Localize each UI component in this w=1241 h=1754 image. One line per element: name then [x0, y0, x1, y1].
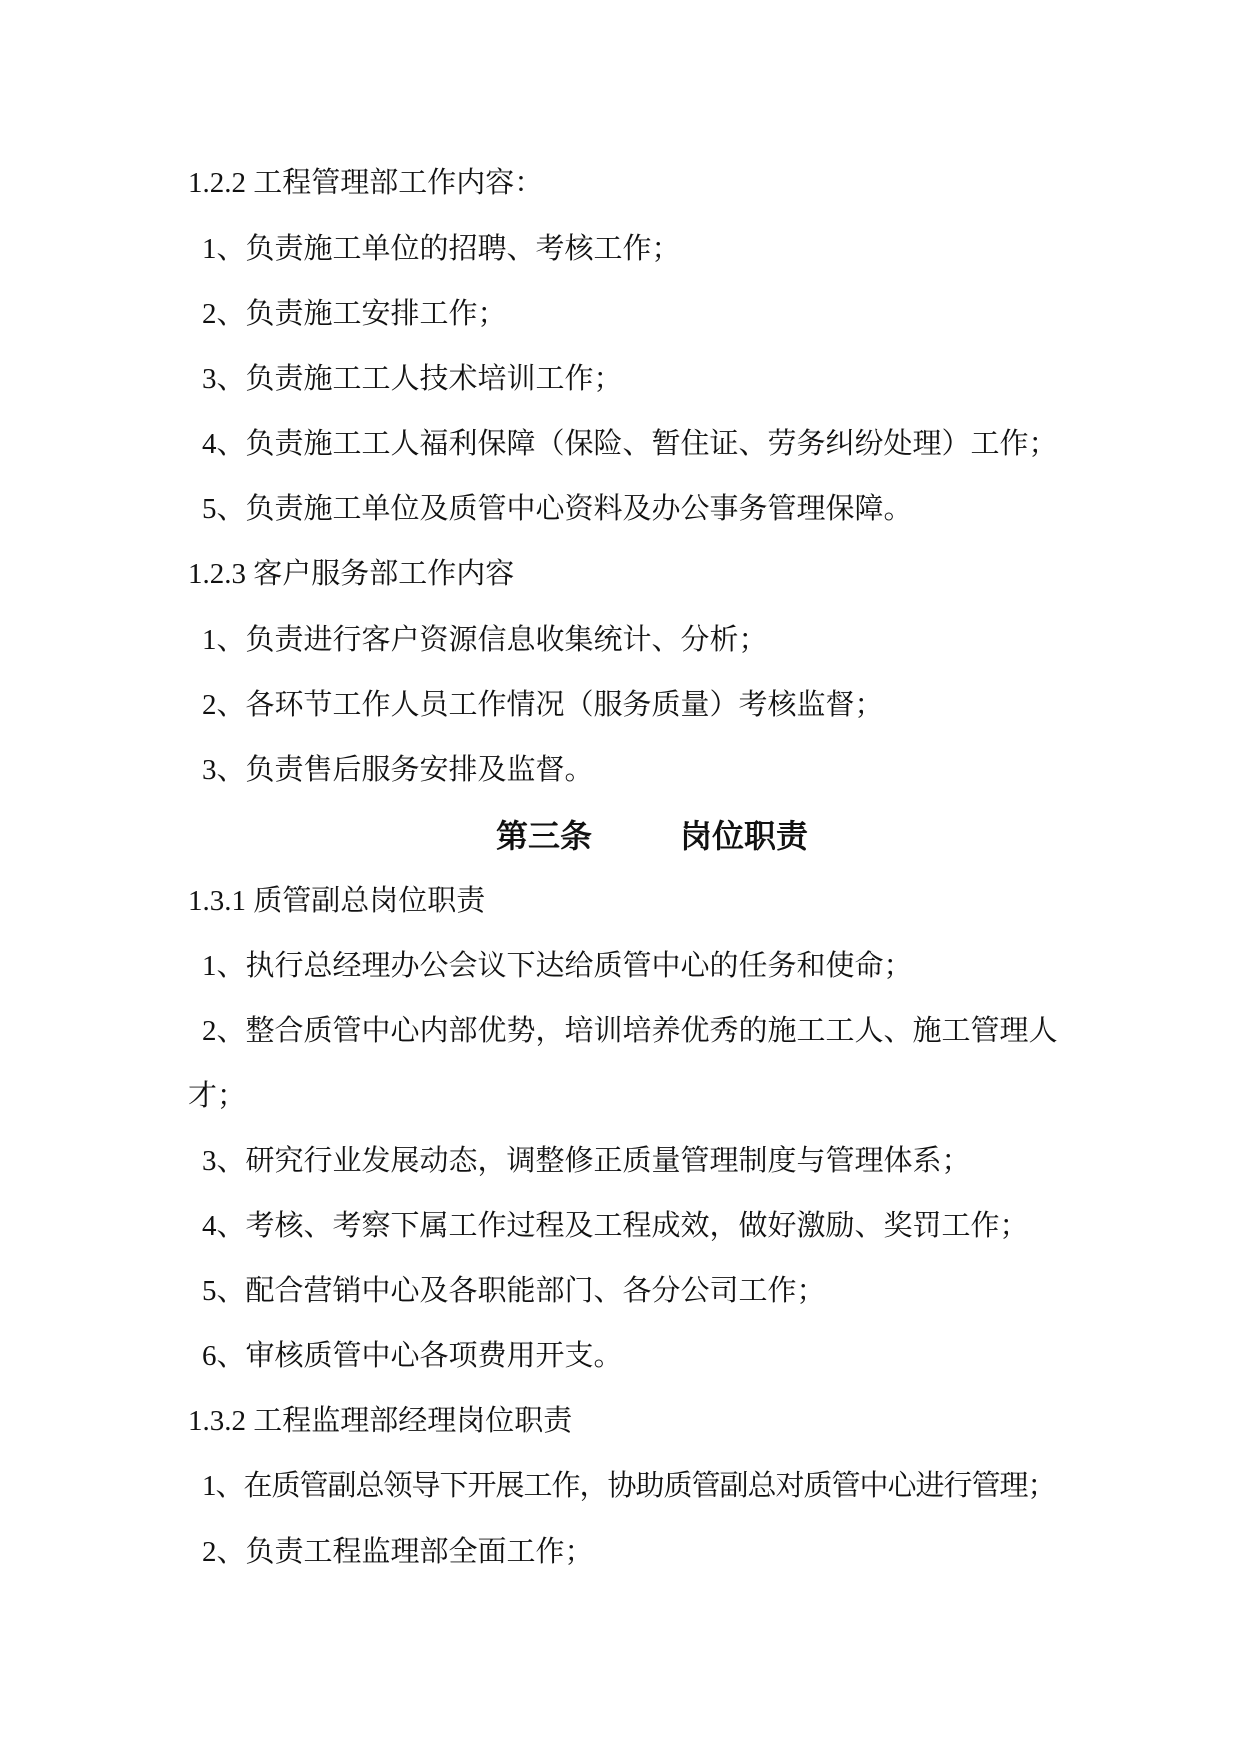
- section-heading-1-2-2: 1.2.2 工程管理部工作内容：: [188, 167, 544, 199]
- list-item-continuation: 才；: [188, 1080, 247, 1112]
- article-title: 岗位职责: [680, 817, 809, 855]
- section-heading-1-2-3: 1.2.3 客户服务部工作内容: [188, 558, 515, 590]
- list-item: 1、执行总经理办公会议下达给质管中心的任务和使命；: [202, 950, 913, 982]
- list-item: 2、负责施工安排工作；: [202, 298, 507, 330]
- list-item: 3、负责售后服务安排及监督。: [202, 754, 594, 786]
- list-item: 2、负责工程监理部全面工作；: [202, 1536, 594, 1568]
- article-number: 第三条: [496, 817, 593, 855]
- list-item: 2、整合质管中心内部优势，培训培养优秀的施工工人、施工管理人: [202, 1015, 1058, 1047]
- list-item: 1、负责施工单位的招聘、考核工作；: [202, 233, 681, 265]
- list-item: 1、在质管副总领导下开展工作，协助质管副总对质管中心进行管理；: [202, 1470, 1056, 1502]
- list-item: 4、负责施工工人福利保障（保险、暂住证、劳务纠纷处理）工作；: [202, 428, 1058, 460]
- list-item: 6、审核质管中心各项费用开支。: [202, 1340, 623, 1372]
- list-item: 4、考核、考察下属工作过程及工程成效，做好激励、奖罚工作；: [202, 1210, 1029, 1242]
- section-heading-1-3-1: 1.3.1 质管副总岗位职责: [188, 885, 486, 917]
- list-item: 3、研究行业发展动态，调整修正质量管理制度与管理体系；: [202, 1145, 971, 1177]
- list-item: 3、负责施工工人技术培训工作；: [202, 363, 623, 395]
- section-heading-1-3-2: 1.3.2 工程监理部经理岗位职责: [188, 1405, 573, 1437]
- list-item: 5、负责施工单位及质管中心资料及办公事务管理保障。: [202, 493, 913, 525]
- list-item: 1、负责进行客户资源信息收集统计、分析；: [202, 624, 768, 656]
- list-item: 5、配合营销中心及各职能部门、各分公司工作；: [202, 1275, 826, 1307]
- list-item: 2、各环节工作人员工作情况（服务质量）考核监督；: [202, 689, 884, 721]
